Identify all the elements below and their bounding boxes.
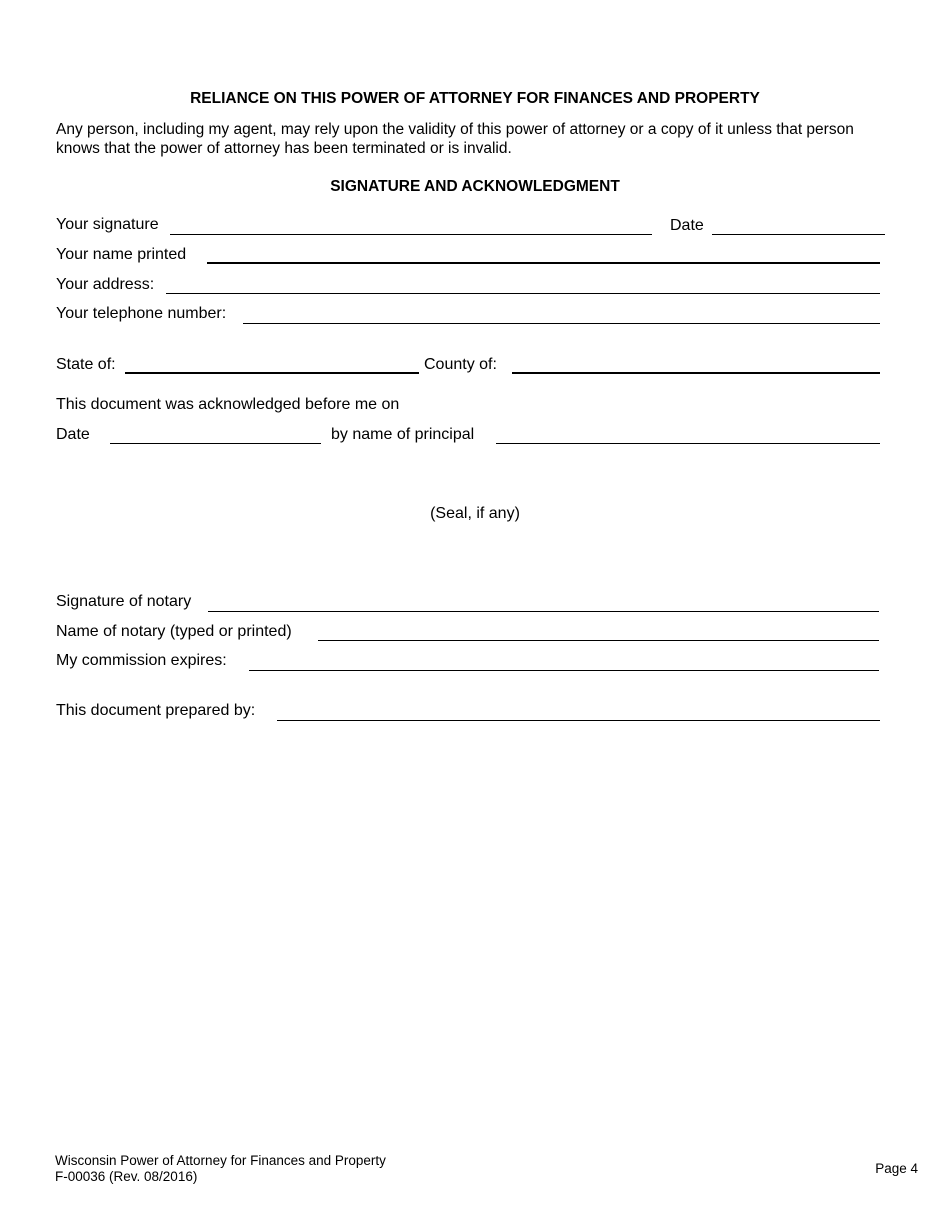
signature-of-notary-field[interactable] — [208, 611, 879, 612]
state-of-field[interactable] — [125, 372, 419, 374]
commission-expires-label: My commission expires: — [56, 652, 227, 669]
footer-form-info — [55, 1153, 386, 1185]
acknowledged-text: This document was acknowledged before me on — [56, 396, 400, 413]
footer-form-number: F-00036 (Rev. 08/2016) — [55, 1169, 198, 1184]
your-address-label: Your address: — [56, 276, 155, 293]
your-name-printed-field[interactable] — [207, 262, 880, 264]
acknowledged-date-label: Date — [56, 426, 90, 443]
your-signature-label: Your signature — [56, 216, 159, 233]
acknowledged-date-field[interactable] — [110, 443, 321, 444]
signature-date-label: Date — [670, 217, 704, 234]
page-number: Page 4 — [875, 1161, 918, 1176]
signature-heading: SIGNATURE AND ACKNOWLEDGMENT — [330, 178, 620, 195]
prepared-by-field[interactable] — [277, 720, 880, 721]
footer-form-title: Wisconsin Power of Attorney for Finances and Property — [55, 1153, 386, 1168]
signature-date-field[interactable] — [712, 234, 885, 235]
county-of-label: County of: — [424, 356, 497, 373]
your-signature-field[interactable] — [170, 234, 652, 235]
your-address-field[interactable] — [166, 293, 880, 294]
seal-placeholder: (Seal, if any) — [430, 505, 520, 522]
prepared-by-label: This document prepared by: — [56, 702, 256, 719]
state-of-label: State of: — [56, 356, 116, 373]
your-name-printed-label: Your name printed — [56, 246, 187, 263]
name-of-notary-label: Name of notary (typed or printed) — [56, 623, 292, 640]
reliance-text: Any person, including my agent, may rely upon the validity of this power of attorney or a copy of it unless that person knows that the power of attorney has been terminated or is invalid. — [56, 121, 854, 157]
signature-of-notary-label: Signature of notary — [56, 593, 192, 610]
county-of-field[interactable] — [512, 372, 880, 374]
name-of-notary-field[interactable] — [318, 640, 879, 641]
reliance-heading: RELIANCE ON THIS POWER OF ATTORNEY FOR FINANCES AND PROPERTY — [190, 90, 760, 107]
commission-expires-field[interactable] — [249, 670, 879, 671]
principal-name-label: by name of principal — [331, 426, 475, 443]
your-telephone-field[interactable] — [243, 323, 880, 324]
your-telephone-label: Your telephone number: — [56, 305, 227, 322]
principal-name-field[interactable] — [496, 443, 880, 444]
